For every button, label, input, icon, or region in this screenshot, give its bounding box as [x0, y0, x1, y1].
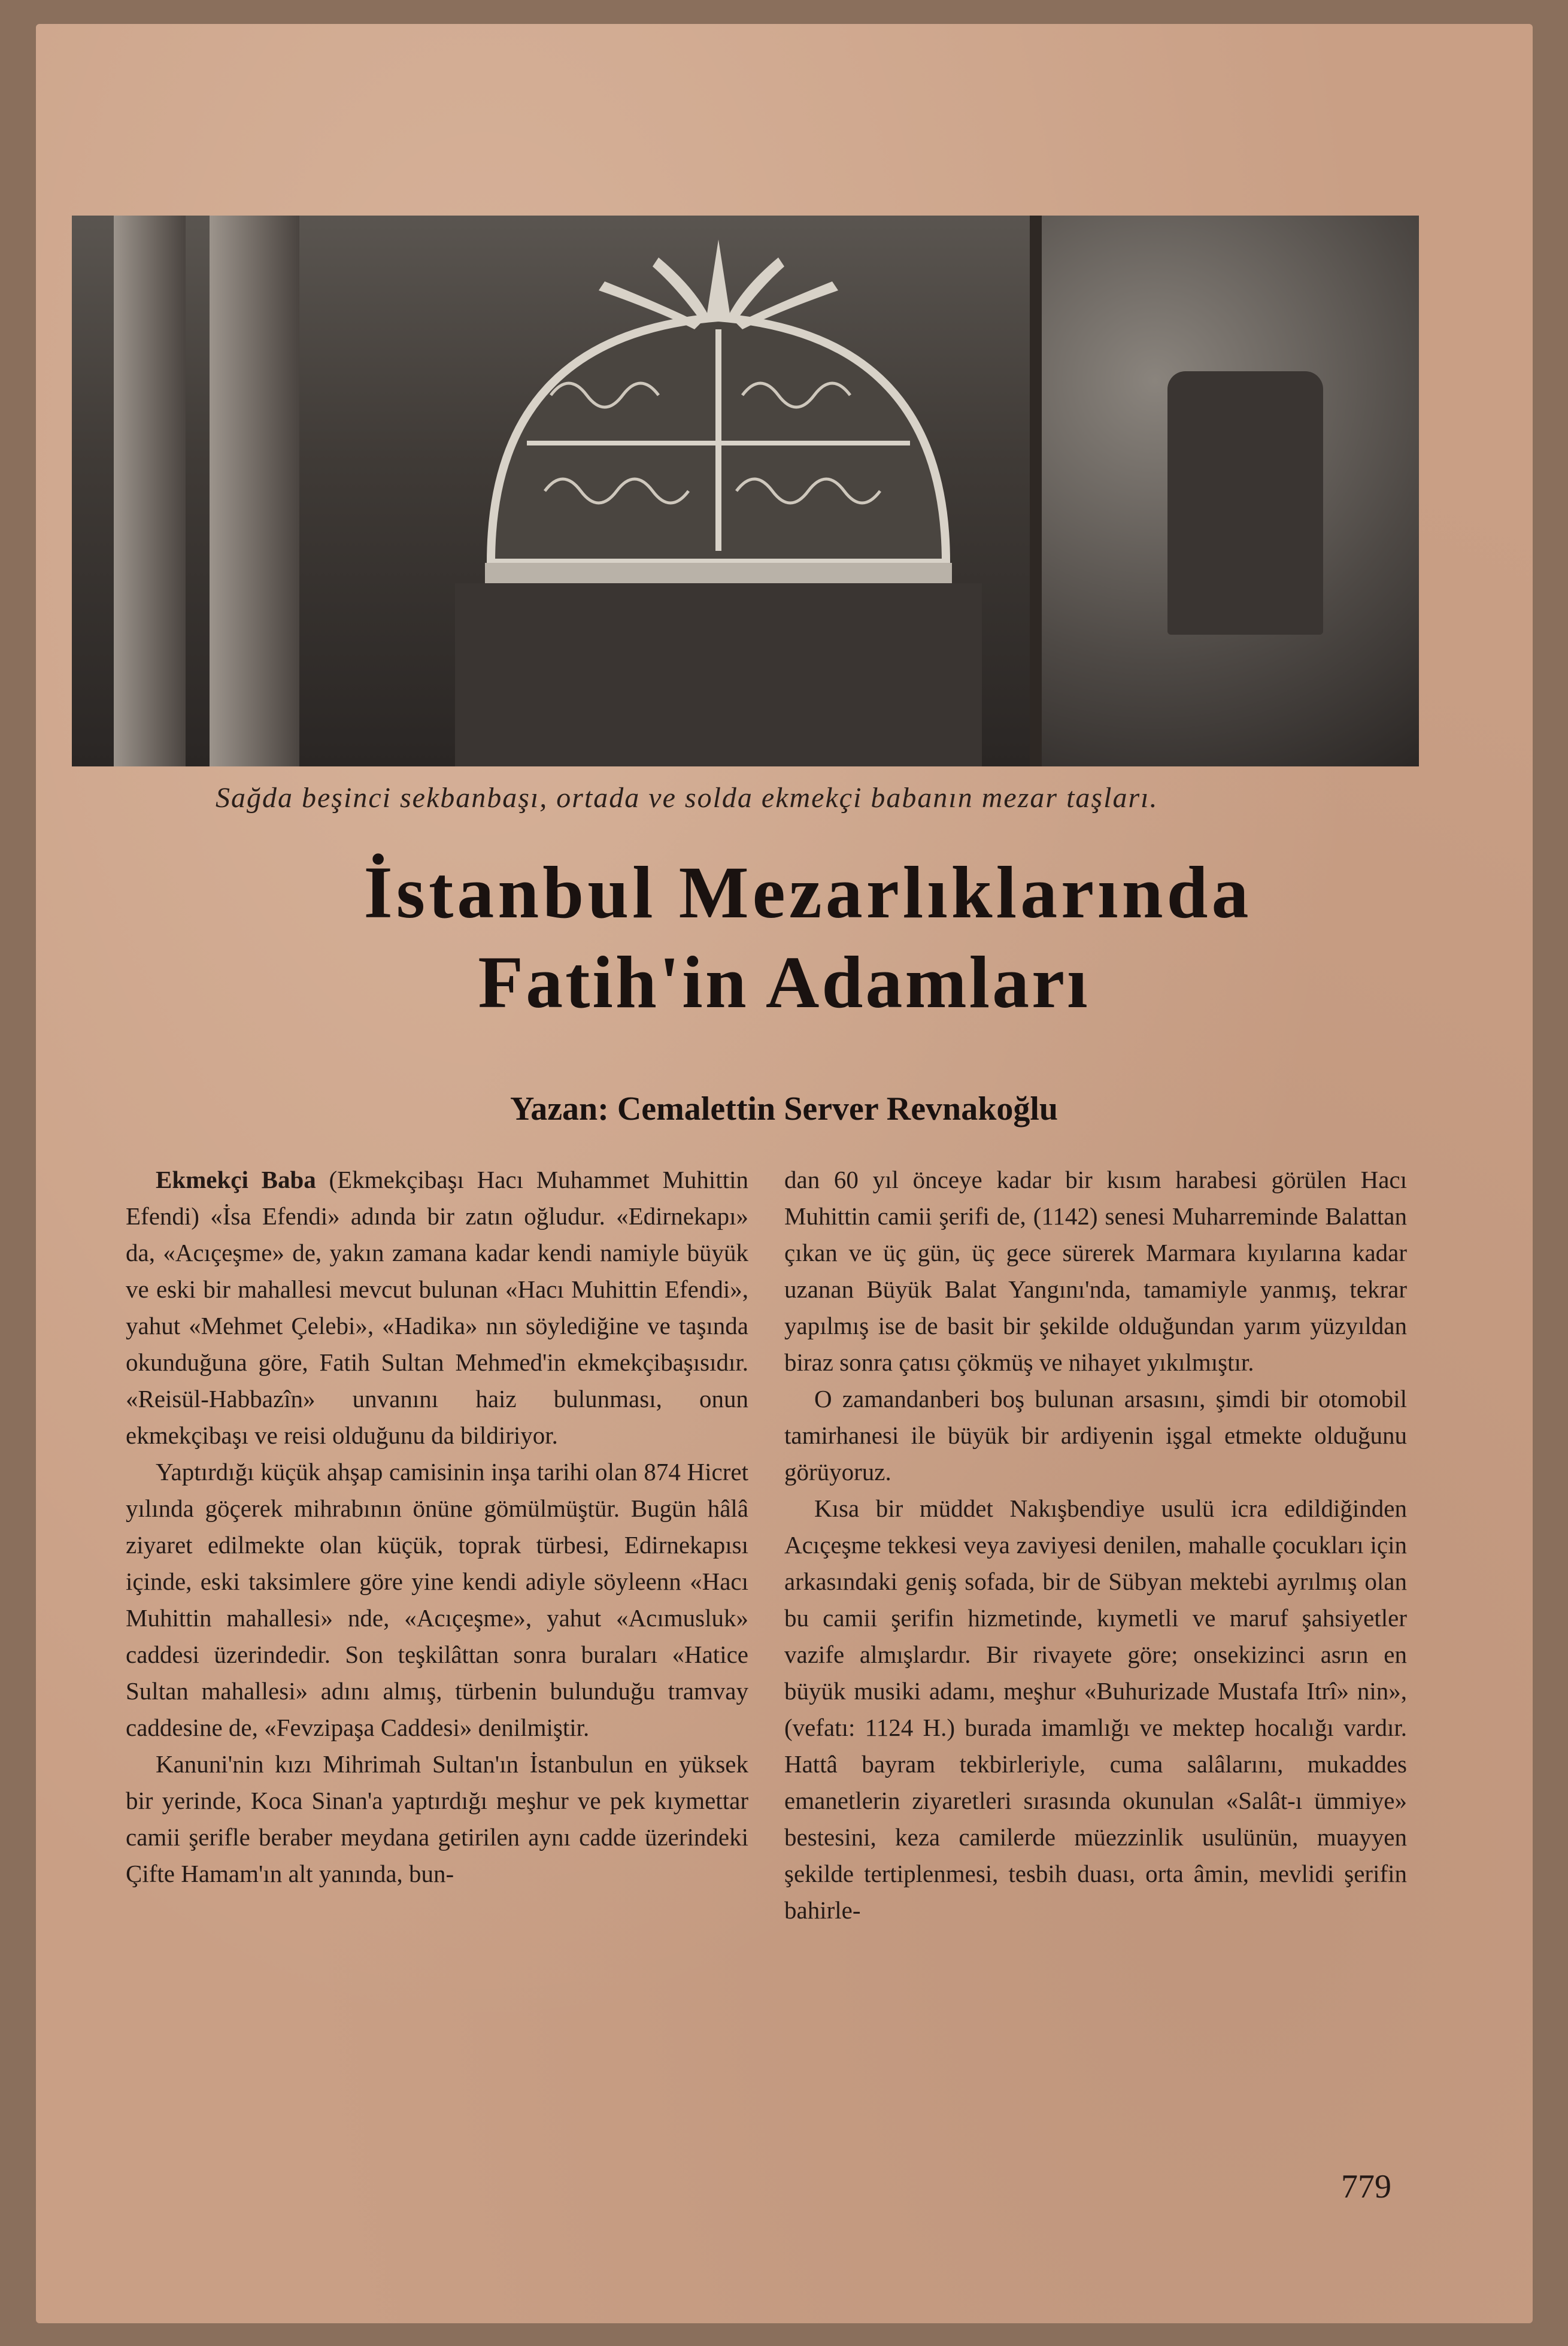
article-column-right	[784, 1162, 1407, 1929]
author-name: Cemalettin Server Revnakoğlu	[617, 1090, 1059, 1127]
paragraph: O zamandanberi boş bulunan arsasını, şimdi bir otomobil tamirhanesi ile büyük bir ardiyenin işgal etmekte olduğunu görüyoruz.	[784, 1385, 1407, 1486]
photo-caption: Sağda beşinci sekbanbaşı, ortada ve solda ekmekçi babanın mezar taşları.	[216, 782, 1158, 814]
sekbanbasi-tombstone	[1167, 371, 1323, 635]
byline	[0, 1090, 1568, 1128]
photo-right-panel	[1042, 216, 1419, 766]
paragraph	[126, 1162, 748, 1454]
article-title-line2: Fatih'in Adamları	[478, 941, 1090, 1023]
byline-prefix: Yazan:	[509, 1090, 609, 1127]
paragraph: Yaptırdığı küçük ahşap camisinin inşa tarihi olan 874 Hicret yılında göçerek mihrabının önüne gömülmüştür. Bugün hâlâ ziyaret edilmekte olan küçük, toprak türbesi, Edirnekapısı içinde, eski taksimlere göre yine kendi adiyle söyleenn «Hacı Muhittin mahallesi» nde, «Acıçeşme», yahut «Acımusluk» caddesi üzerindedir. Son teşkilâttan sonra buraları «Hatice Sultan mahallesi» adını almış, türbenin bulunduğu tramvay caddesine de, «Fevzipaşa Caddesi» denilmiştir.	[126, 1458, 748, 1741]
paragraph: dan 60 yıl önceye kadar bir kısım harabesi görülen Hacı Muhittin camii şerifi de, (1142) senesi Muharreminde Balattan çıkan ve üç gün, üç gece sürerek Marmara kıyılarına kadar uzanan Büyük Balat Yangını'nda, tamamiyle yanmış, tekrar yapılmış ise de basit bir şekilde olduğundan yarım yüzyıldan biraz sonra çatısı çökmüş ve nihayet yıkılmıştır.	[784, 1166, 1407, 1376]
page-number: 779	[1341, 2168, 1391, 2205]
paragraph-text: (Ekmekçibaşı Hacı Muhammet Muhittin Efendi) «İsa Efendi» adında bir zatın oğludur. «Edirnekapı» da, «Acıçeşme» de, yakın zamana kadar kendi namiyle büyük ve eski bir mahallesi mevcut bulunan «Hacı Muhittin Efendi», yahut «Mehmet Çelebi», «Hadika» nın söylediğine ve taşında okunduğuna göre, Fatih Sultan Mehmed'in ekmekçibaşısıdır. «Reisül-Habbazîn» unvanını haiz bulunması, onun ekmekçibaşı ve reisi olduğunu da bildiriyor.	[126, 1166, 748, 1449]
photo-left-panel	[72, 216, 1030, 766]
inscribed-tombstone-graphic	[72, 216, 1030, 766]
lead-term: Ekmekçi Baba	[156, 1166, 316, 1193]
article-title-line1: İstanbul Mezarlıklarında	[363, 851, 1252, 933]
tombstones-photo	[72, 216, 1419, 766]
paragraph: Kısa bir müddet Nakışbendiye usulü icra edildiğinden Acıçeşme tekkesi veya zaviyesi denilen, mahalle çocukları için arkasındaki geniş sofada, bir de Sübyan mektebi ayrılmış olan bu camii şerifin hizmetinde, kıymetli ve maruf şahsiyetler vazife almışlardır. Bir rivayete göre; onsekizinci asrın en büyük musiki adamı, meşhur «Buhurizade Mustafa Itrî» nin», (vefatı: 1124 H.) burada imamlığı ve mektep hocalığı vardır. Hattâ bayram tekbirleriyle, cuma salâlarını, mukaddes emanetlerin ziyaretleri sırasında okunulan «Salât-ı ümmiye» bestesini, keza camilerde müezzinlik usulünün, muayyen şekilde tertiplenmesi, tesbih duası, orta âmin, mevlidi şerifin bahirle-	[784, 1495, 1407, 1924]
paragraph: Kanuni'nin kızı Mihrimah Sultan'ın İstanbulun en yüksek bir yerinde, Koca Sinan'a yaptırdığı meşhur ve pek kıymettar camii şerifle beraber meydana getirilen aynı cadde üzerindeki Çifte Hamam'ın alt yanında, bun-	[126, 1750, 748, 1887]
article-column-left	[126, 1162, 748, 1892]
